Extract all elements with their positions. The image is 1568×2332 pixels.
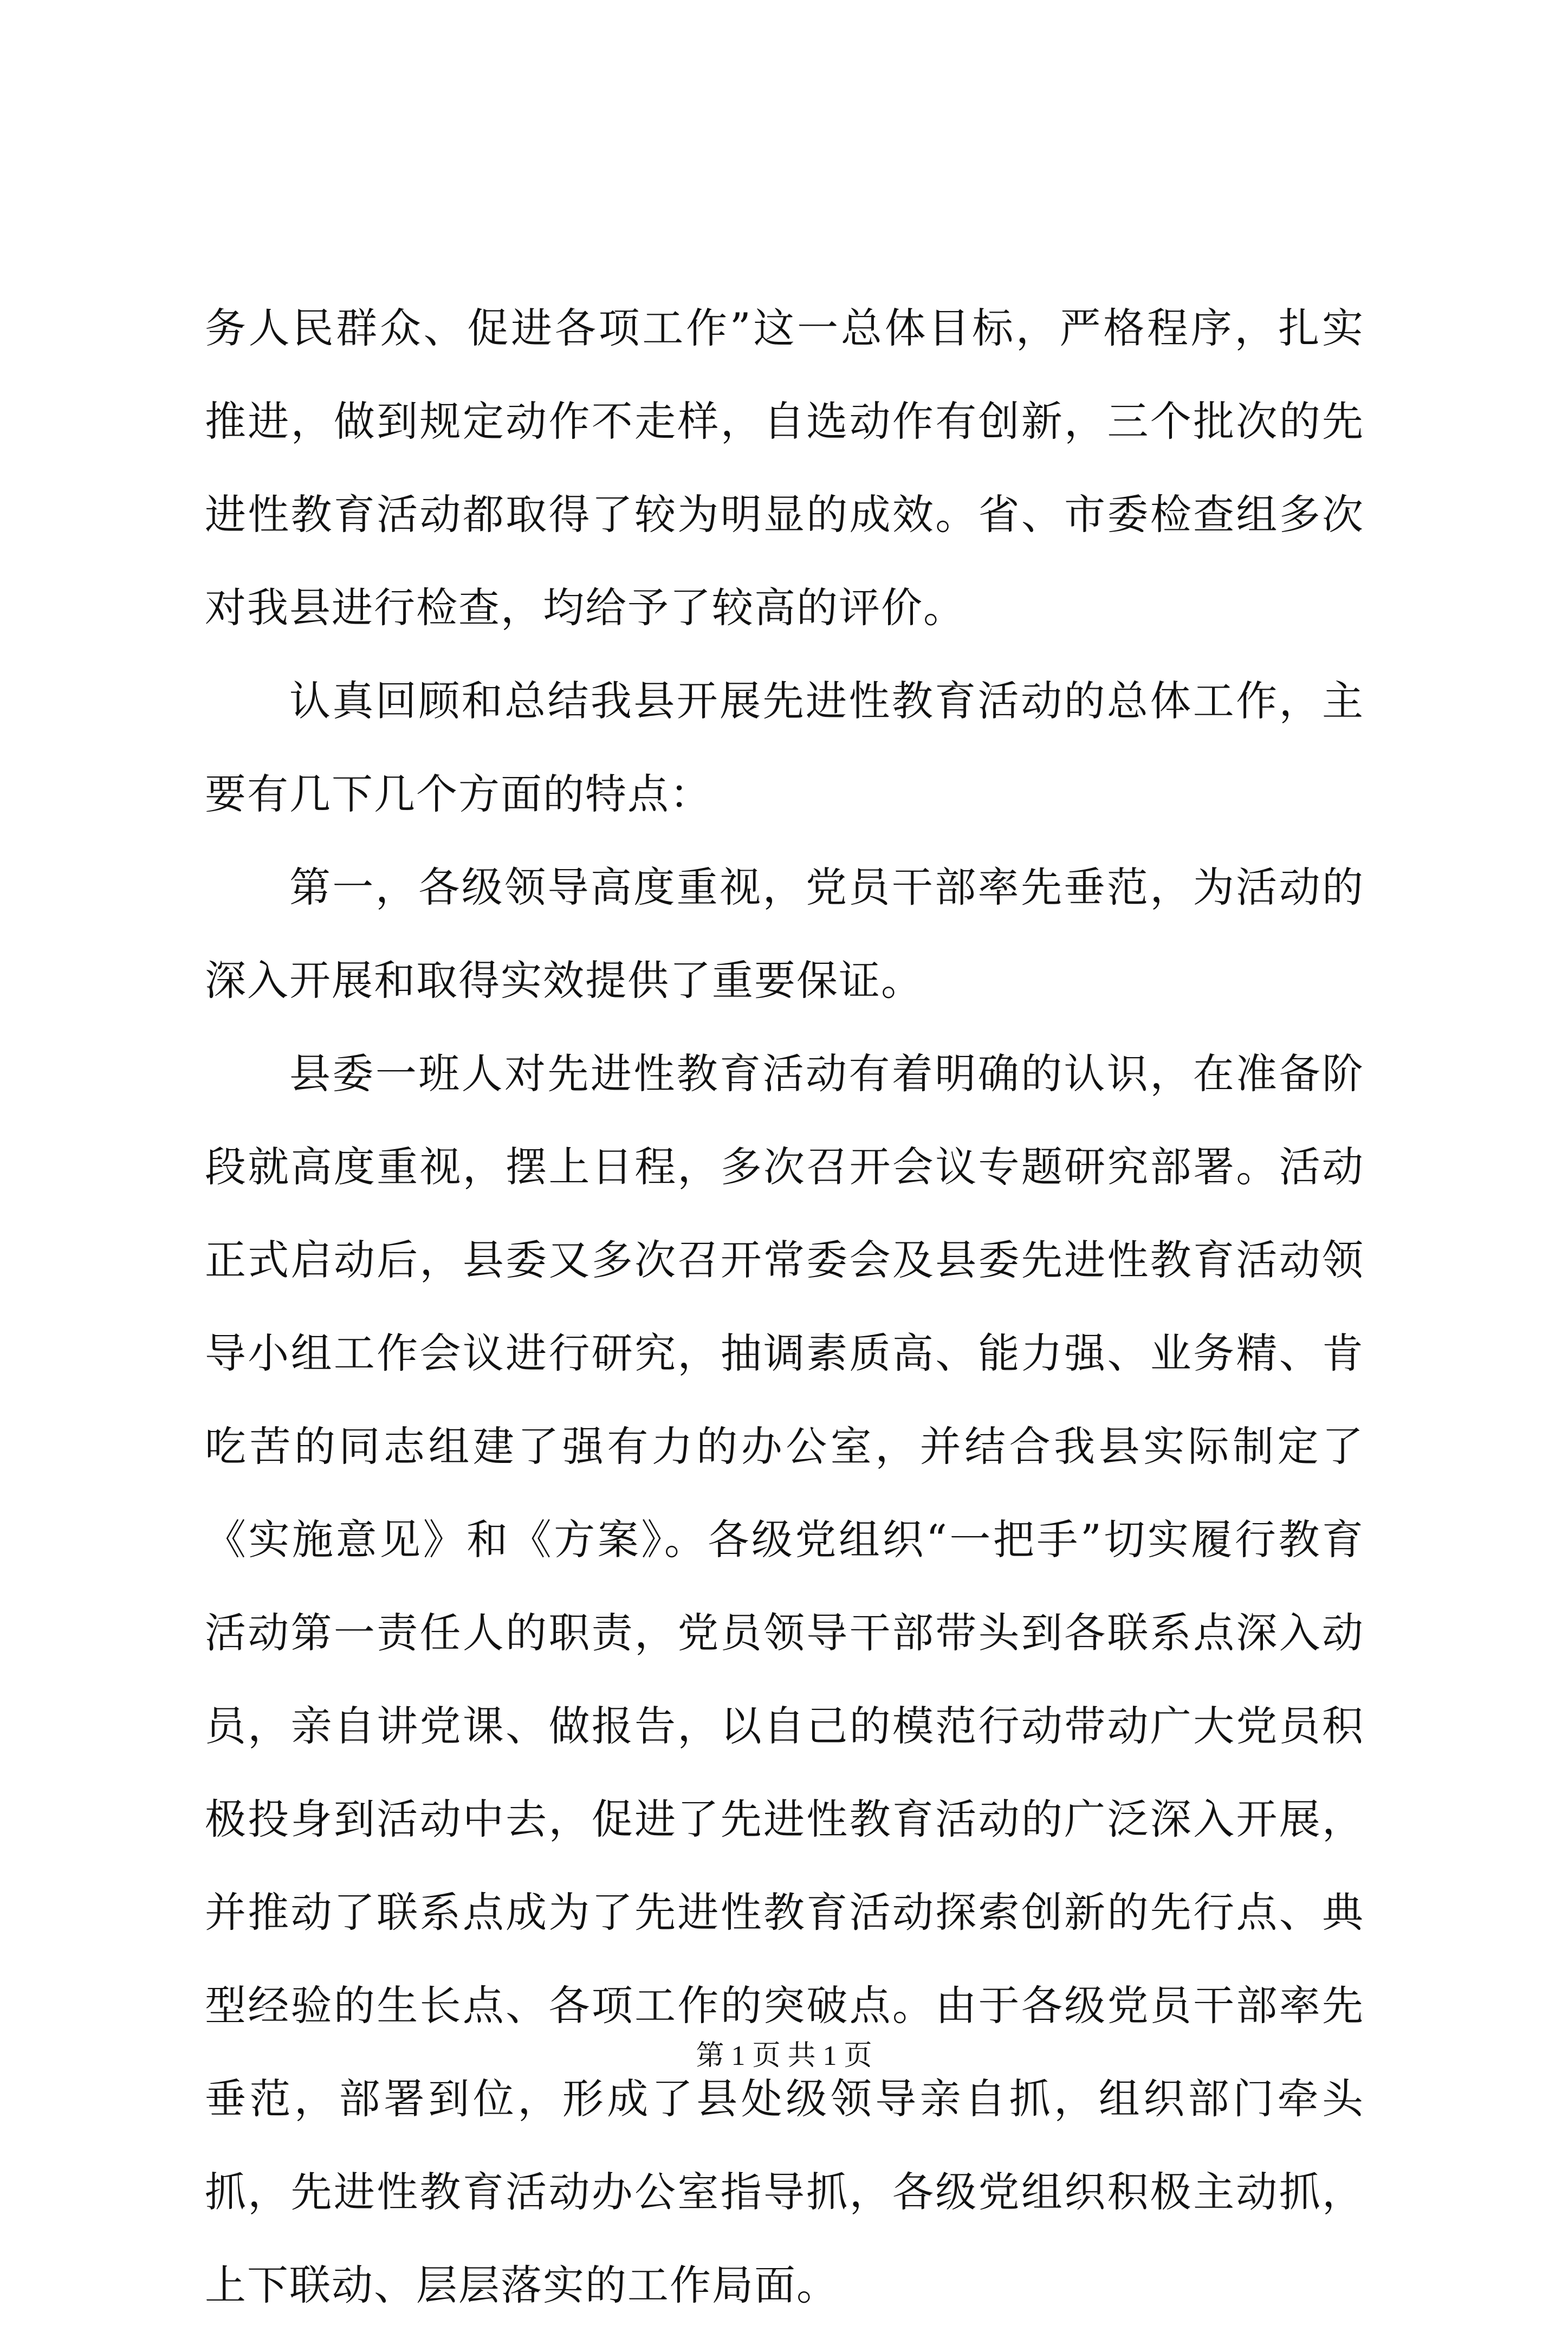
document-body (205, 282, 1364, 2332)
paragraph-continued-intro: 务人民群众、促进各项工作”这一总体目标，严格程序，扎实推进，做到规定动作不走样，自选动作有创新，三个批次的先进性教育活动都取得了较为明显的成效。省、市委检查组多次对我县进行检查，均给予了较高的评价。 (205, 304, 1364, 632)
paragraph-point-one: 第一，各级领导高度重视，党员干部率先垂范，为活动的深入开展和取得实效提供了重要保证。 (205, 863, 1364, 1005)
paragraph-county-committee: 县委一班人对先进性教育活动有着明确的认识，在准备阶段就高度重视，摆上日程，多次召开会议专题研究部署。活动正式启动后，县委又多次召开常委会及县委先进性教育活动领导小组工作会议进行研究，抽调素质高、能力强、业务精、肯吃苦的同志组建了强有力的办公室，并结合我县实际制定了《实施意见》和《方案》。各级党组织“一把手”切实履行教育活动第一责任人的职责，党员领导干部带头到各联系点深入动员，亲自讲党课、做报告，以自己的模范行动带动广大党员积极投身到活动中去，促进了先进性教育活动的广泛深入开展，并推动了联系点成为了先进性教育活动探索创新的先行点、典型经验的生长点、各项工作的突破点。由于各级党员干部率先垂范，部署到位，形成了县处级领导亲自抓，组织部门牵头抓，先进性教育活动办公室指导抓，各级党组织积极主动抓，上下联动、层层落实的工作局面。 (205, 1050, 1364, 2309)
page-number-footer: 第 1 页 共 1 页 (696, 2040, 872, 2071)
paragraph-review-summary: 认真回顾和总结我县开展先进性教育活动的总体工作，主要有几下几个方面的特点： (205, 677, 1364, 818)
